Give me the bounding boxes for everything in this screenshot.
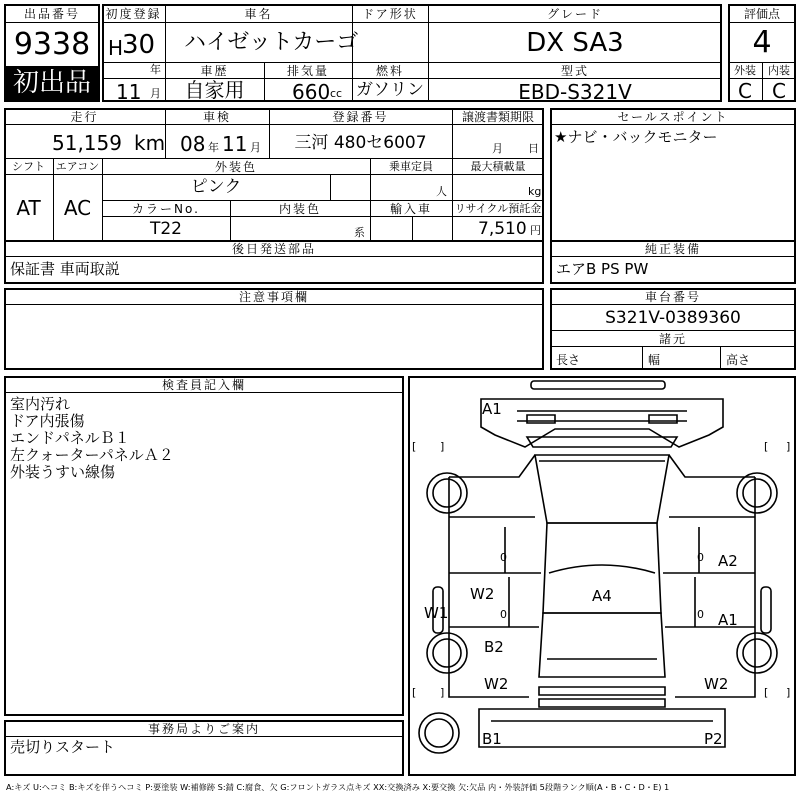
bracket-right2-open: [ bbox=[764, 686, 769, 699]
shift: AT bbox=[16, 196, 41, 220]
equip-label: 純正装備 bbox=[644, 242, 701, 256]
lot-label: 出品番号 bbox=[23, 7, 80, 21]
capacity-label: 乗車定員 bbox=[389, 160, 433, 173]
reg-year-unit: 年 bbox=[150, 63, 161, 76]
color-no-label: カラーNo. bbox=[132, 202, 200, 216]
inspection-year-unit: 年 bbox=[208, 141, 219, 154]
first-reg-label: 初度登録 bbox=[105, 7, 162, 21]
inspector-notes bbox=[10, 396, 174, 481]
interior-grade: C bbox=[772, 79, 786, 103]
bracket-left2-open: [ bbox=[412, 686, 417, 699]
mileage: 51,159 bbox=[52, 131, 122, 155]
capacity-unit: 人 bbox=[436, 185, 447, 198]
displacement-unit: cc bbox=[330, 87, 343, 100]
grade-label: グレード bbox=[546, 7, 603, 21]
note-item: 左クォーターパネルＡ２ bbox=[10, 446, 174, 464]
legend: A:キズ U:ヘコミ B:キズを伴うヘコミ P:要塗装 W:補修跡 S:錆 C:腐食、欠 G:フロントガラス点キズ XX:交換済み X:要交換 欠:欠品 内・外装評価 5段階ランク順(A・B・C・D・E) 1 bbox=[6, 783, 670, 792]
zero-mark: 0 bbox=[500, 551, 507, 564]
load-unit: kg bbox=[528, 185, 542, 198]
exterior-label: 外装 bbox=[734, 64, 756, 77]
chassis-label: 車台番号 bbox=[644, 290, 701, 304]
office-value: 売切りスタート bbox=[10, 738, 116, 756]
inspection-month: 11 bbox=[222, 132, 248, 156]
mark-front: A1 bbox=[482, 400, 502, 418]
parts-label: 後日発送部品 bbox=[231, 242, 316, 256]
ac-label: エアコン bbox=[55, 160, 100, 173]
plate: 三河 480セ6007 bbox=[294, 133, 427, 153]
caution-label: 注意事項欄 bbox=[238, 290, 309, 304]
fuel: ガソリン bbox=[356, 80, 424, 100]
ext-color: ピンク bbox=[190, 177, 242, 197]
mark-rear-right: P2 bbox=[704, 730, 723, 748]
era: H bbox=[108, 36, 124, 60]
plate-label: 登録番号 bbox=[332, 110, 389, 124]
inspection-year: 08 bbox=[180, 132, 206, 156]
inspection-label: 車検 bbox=[202, 110, 231, 124]
ac: AC bbox=[63, 196, 92, 220]
fuel-label: 燃料 bbox=[375, 64, 404, 78]
zero-mark: 0 bbox=[697, 551, 704, 564]
bracket-left-open: [ bbox=[412, 440, 417, 453]
car-name-label: 車名 bbox=[244, 7, 273, 21]
score: 4 bbox=[752, 25, 772, 60]
grade: DX SA3 bbox=[526, 28, 624, 58]
sales-point-label: セールスポイント bbox=[617, 110, 729, 124]
bracket-right-close: ] bbox=[786, 440, 791, 453]
model-label: 型式 bbox=[560, 64, 589, 78]
reg-month: 11 bbox=[116, 80, 142, 104]
chassis-number: S321V-0389360 bbox=[605, 308, 741, 328]
inspector-label: 検査員記入欄 bbox=[161, 378, 246, 392]
reg-month-unit: 月 bbox=[150, 87, 161, 100]
bracket-right2-close: ] bbox=[786, 686, 791, 699]
dims-label: 諸元 bbox=[658, 332, 687, 346]
model: EBD-S321V bbox=[518, 80, 632, 104]
car-diagram bbox=[409, 377, 795, 775]
note-item: エンドパネルＢ１ bbox=[10, 429, 130, 447]
first-listing-badge: 初出品 bbox=[6, 66, 98, 100]
car-name: ハイゼットカーゴ bbox=[184, 30, 359, 55]
door-label: ドア形状 bbox=[362, 7, 418, 21]
bracket-left2-close: ] bbox=[440, 686, 445, 699]
int-color-label: 内装色 bbox=[278, 202, 321, 216]
interior-label: 内装 bbox=[768, 64, 790, 77]
history-label: 車歴 bbox=[200, 64, 229, 78]
mark-left-door: W2 bbox=[470, 585, 495, 603]
mark-left-pillar: W1 bbox=[424, 604, 449, 622]
ext-color-label: 外装色 bbox=[214, 160, 257, 174]
reg-year: 30 bbox=[122, 30, 156, 60]
note-item: 外装うすい線傷 bbox=[10, 463, 116, 481]
mark-right-quarter: W2 bbox=[704, 675, 729, 693]
transfer-month-unit: 月 bbox=[492, 142, 503, 155]
mileage-unit: km bbox=[134, 131, 166, 155]
recycle-unit: 円 bbox=[530, 224, 541, 237]
mark-left-rear: B2 bbox=[484, 638, 504, 656]
bracket-right-open: [ bbox=[764, 440, 769, 453]
shift-label: シフト bbox=[12, 160, 45, 173]
recycle-label: リサイクル預託金 bbox=[454, 202, 542, 215]
zero-mark: 0 bbox=[697, 608, 704, 621]
office-label: 事務局よりご案内 bbox=[147, 722, 260, 736]
mark-right-rear: A1 bbox=[718, 611, 738, 629]
details-box bbox=[4, 108, 544, 242]
mark-left-quarter: W2 bbox=[484, 675, 509, 693]
mark-roof: A4 bbox=[592, 587, 612, 605]
color-no: T22 bbox=[149, 219, 183, 239]
mark-right-front: A2 bbox=[718, 552, 738, 570]
parts-value: 保証書 車両取説 bbox=[10, 260, 120, 278]
height-label: 高さ bbox=[726, 353, 751, 367]
transfer-day-unit: 日 bbox=[528, 142, 539, 155]
history: 自家用 bbox=[184, 78, 245, 102]
zero-mark: 0 bbox=[500, 608, 507, 621]
equip-value: エアB PS PW bbox=[556, 260, 649, 278]
mark-rear-left: B1 bbox=[482, 730, 502, 748]
import-label: 輸入車 bbox=[389, 202, 432, 216]
inspection-month-unit: 月 bbox=[250, 141, 261, 154]
exterior-grade: C bbox=[738, 79, 752, 103]
displacement: 660 bbox=[292, 80, 331, 104]
int-color-unit: 系 bbox=[354, 226, 365, 239]
length-label: 長さ bbox=[556, 353, 581, 367]
note-item: 室内汚れ bbox=[10, 395, 71, 413]
lot-number: 9338 bbox=[13, 27, 91, 62]
load-label: 最大積載量 bbox=[470, 160, 526, 173]
bracket-left-close: ] bbox=[440, 440, 445, 453]
mileage-label: 走行 bbox=[70, 110, 99, 124]
score-label: 評価点 bbox=[743, 7, 780, 21]
width-label: 幅 bbox=[648, 353, 661, 367]
displacement-label: 排気量 bbox=[286, 64, 329, 78]
transfer-label: 譲渡書類期限 bbox=[461, 110, 534, 124]
sales-point: ★ナビ・バックモニター bbox=[554, 128, 718, 146]
recycle: 7,510 bbox=[478, 219, 527, 239]
note-item: ドア内張傷 bbox=[10, 412, 85, 430]
